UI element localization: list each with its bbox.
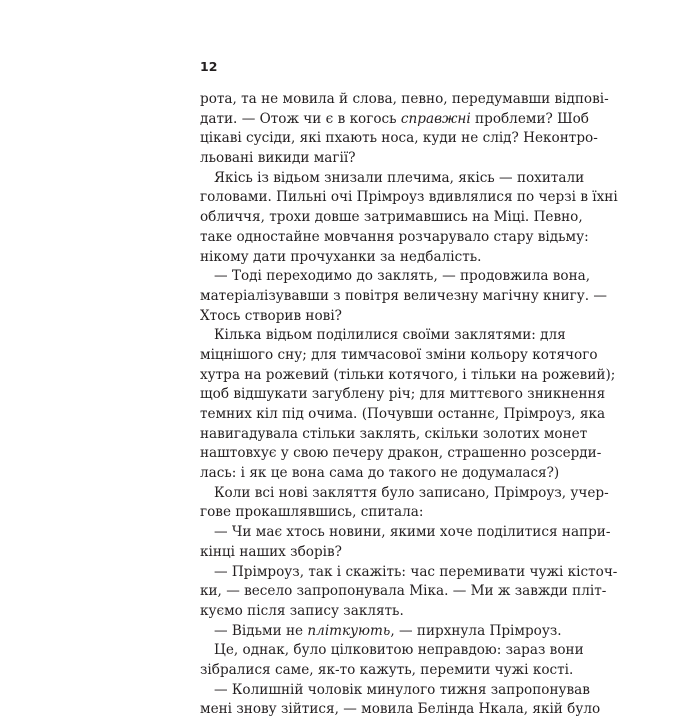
text-line	[200, 385, 606, 405]
text-segment: — Тоді переходимо до заклять, — продовжила вона,	[214, 268, 591, 285]
text-line	[200, 582, 607, 602]
text-line	[200, 267, 591, 287]
text-line	[200, 110, 589, 130]
text-segment: дати. — Отож чи є в когось	[200, 110, 401, 127]
text-line	[200, 602, 520, 622]
text-line	[200, 346, 598, 366]
text-line	[200, 503, 520, 523]
text-segment: — Чи має хтось новини, якими хоче поділитися напри-	[214, 524, 611, 541]
text-segment: Якісь із відьом знизали плечима, якісь — похитали	[214, 169, 585, 186]
text-line	[200, 641, 584, 661]
italic-text: справжні	[400, 110, 471, 127]
text-segment: , — пирхнула Прімроуз.	[390, 622, 562, 639]
text-line	[200, 681, 590, 701]
text-segment: кінці наших зборів?	[200, 543, 342, 560]
text-segment: обличчя, трохи довше затримавшись на Міці. Певно,	[200, 209, 583, 226]
text-line	[200, 149, 520, 169]
text-segment: Коли всі нові закляття було записано, Прімроуз, учер-	[214, 484, 609, 501]
text-segment: матеріалізувавши з повітря величезну магічну книгу. —	[200, 287, 608, 304]
text-segment: Хтось створив нові?	[200, 307, 342, 324]
text-line	[200, 425, 588, 445]
text-segment: міцнішого сну; для тимчасової зміни кольору котячого	[200, 346, 598, 363]
text-segment: — Колишній чоловік минулого тижня запропонував	[214, 681, 590, 698]
text-segment: лась: і як це вона сама до такого не додумалася?)	[200, 465, 560, 482]
text-line	[200, 248, 520, 268]
text-line	[200, 287, 608, 307]
text-line	[200, 464, 560, 484]
text-segment: цікаві сусіди, які пхають носа, куди не слід? Неконтро-	[200, 130, 598, 147]
text-segment: куємо після запису заклять.	[200, 602, 404, 619]
text-line	[200, 444, 602, 464]
text-segment: — Прімроуз, так і скажіть: час перемивати чужі кісточ-	[214, 563, 618, 580]
text-line	[200, 661, 574, 681]
text-line	[200, 405, 606, 425]
text-segment: проблеми? Шоб	[470, 110, 589, 127]
text-line	[200, 208, 583, 228]
text-line	[200, 169, 585, 189]
text-line	[200, 326, 566, 346]
text-line	[200, 188, 618, 208]
text-segment: — Відьми не	[214, 622, 308, 639]
text-line	[200, 228, 589, 248]
text-segment: таке одностайне мовчання розчарувало стару відьму:	[200, 228, 589, 245]
text-segment: льовані викиди магії?	[200, 150, 356, 167]
text-segment: темних кіл під очима. (Почувши останнє, Прімроуз, яка	[200, 406, 606, 422]
text-segment: щоб відшукати загублену річ; для миттєвого зникнення	[200, 386, 606, 403]
text-line	[200, 543, 520, 563]
text-line	[200, 622, 562, 642]
italic-text: пліткують	[307, 622, 391, 639]
text-line	[200, 307, 520, 327]
text-segment: гове прокашлявшись, спитала:	[200, 504, 424, 521]
text-segment: наштовхує у свою печеру дракон, страшенно розсерди-	[200, 445, 602, 462]
text-segment: навигадувала стільки заклять, скільки золотих монет	[200, 425, 588, 442]
text-segment: хутра на рожевий (тільки котячого, і тільки на рожевий);	[200, 366, 616, 383]
text-line	[200, 129, 598, 149]
page-number: 12	[200, 59, 218, 74]
text-line	[200, 700, 601, 720]
text-line	[200, 523, 611, 543]
text-line	[200, 90, 609, 110]
text-line	[200, 563, 618, 583]
text-segment: рота, та не мовила й слова, певно, передумавши відпові-	[200, 91, 609, 107]
text-segment: зібралися саме, як-то кажуть, перемити чужі кості.	[200, 661, 574, 678]
text-line	[200, 366, 616, 386]
text-segment: ки, — весело запропонувала Міка. — Ми ж завжди пліт-	[200, 583, 607, 600]
text-line	[200, 484, 609, 504]
text-segment: нікому дати прочуханки за недбалість.	[200, 248, 482, 265]
body-text	[200, 90, 618, 720]
text-segment: Це, однак, було цілковитою неправдою: зараз вони	[214, 642, 584, 659]
text-segment: головами. Пильні очі Прімроуз вдивлялися по черзі в їхні	[200, 189, 618, 206]
text-segment: Кілька відьом поділилися своїми заклятями: для	[214, 327, 566, 344]
text-segment: мені знову зійтися, — мовила Белінда Нкала, якій було	[200, 701, 601, 718]
